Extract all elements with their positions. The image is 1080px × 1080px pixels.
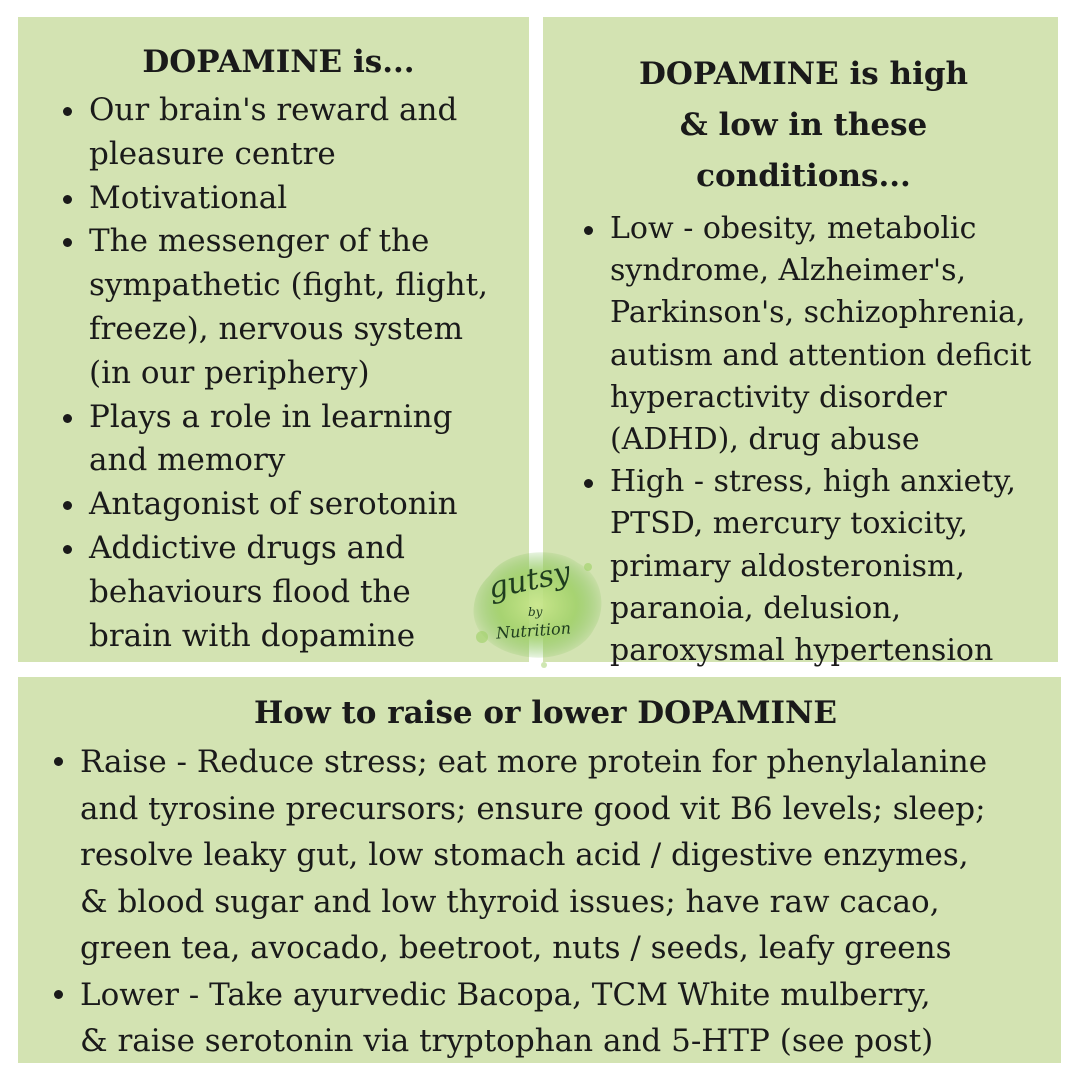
what-is-dopamine-item (89, 89, 521, 177)
raise-lower-item-line: Lower - Take ayurvedic Bacopa, TCM White mulberry, (80, 976, 931, 1013)
raise-lower-title: How to raise or lower DOPAMINE (254, 695, 837, 731)
what-is-dopamine-list (56, 89, 521, 658)
what-is-dopamine-item (89, 396, 521, 484)
what-is-dopamine-item-line: Our brain's reward and (89, 92, 458, 128)
what-is-dopamine-item-line: and memory (89, 442, 286, 479)
what-is-dopamine-item-line: sympathetic (fight, flight, (89, 267, 488, 304)
conditions-item-line: primary aldosteronism, (610, 548, 965, 584)
conditions-item-line: autism and attention deficit (610, 337, 1032, 373)
what-is-dopamine-item-line: Motivational (89, 179, 288, 216)
raise-lower-item-line: resolve leaky gut, low stomach acid / digestive enzymes, (80, 837, 969, 873)
what-is-dopamine-item-line: (in our periphery) (89, 354, 370, 391)
conditions-title-line: DOPAMINE is high (638, 56, 969, 92)
raise-lower-item-line: and tyrosine precursors; ensure good vit B6 levels; sleep; (80, 790, 986, 827)
conditions-item-line: hyperactivity disorder (610, 379, 947, 415)
raise-lower-item-line: & raise serotonin via tryptophan and 5-HTP (see post) (80, 1023, 934, 1059)
conditions-item-line: paroxysmal hypertension (610, 633, 994, 669)
what-is-dopamine-item (89, 220, 521, 395)
what-is-dopamine-item-line: The messenger of the (89, 223, 430, 260)
raise-lower-item (80, 972, 1055, 1065)
conditions-title-line: & low in these (679, 107, 928, 143)
raise-lower-panel (18, 677, 1061, 1063)
conditions-item-line: PTSD, mercury toxicity, (610, 506, 968, 542)
conditions-item (610, 208, 1050, 461)
raise-lower-item-line: & blood sugar and low thyroid issues; have raw cacao, (80, 883, 940, 920)
what-is-dopamine-item (89, 527, 521, 658)
logo-word-by: by (528, 605, 543, 619)
raise-lower-list (46, 739, 1055, 1065)
what-is-dopamine-item (89, 483, 521, 527)
what-is-dopamine-title: DOPAMINE is... (142, 44, 415, 80)
conditions-list (577, 208, 1050, 672)
what-is-dopamine-item-line: Plays a role in learning (89, 398, 453, 435)
what-is-dopamine-item-line: freeze), nervous system (89, 310, 464, 347)
conditions-item-line: syndrome, Alzheimer's, (610, 253, 967, 289)
what-is-dopamine-item (89, 177, 521, 221)
what-is-dopamine-item-line: Antagonist of serotonin (89, 486, 458, 523)
conditions-item-line: Low - obesity, metabolic (610, 211, 977, 246)
raise-lower-item-line: Raise - Reduce stress; eat more protein for phenylalanine (80, 744, 988, 780)
conditions-item-line: High - stress, high anxiety, (610, 464, 1016, 500)
logo-word-nutrition: Nutrition (495, 618, 572, 643)
what-is-dopamine-panel (18, 17, 529, 662)
raise-lower-item (80, 739, 1055, 972)
conditions-panel (543, 17, 1058, 669)
what-is-dopamine-item-line: brain with dopamine (89, 617, 416, 654)
conditions-title-line: conditions... (696, 158, 911, 194)
conditions-item-line: Parkinson's, schizophrenia, (610, 295, 1026, 331)
conditions-item-line: paranoia, delusion, (610, 590, 902, 626)
conditions-item-line: (ADHD), drug abuse (610, 422, 920, 458)
what-is-dopamine-item-line: Addictive drugs and (89, 529, 405, 566)
what-is-dopamine-item-line: pleasure centre (89, 135, 336, 172)
conditions-title (557, 49, 1050, 202)
logo-word-gutsy: gutsy (485, 554, 574, 607)
what-is-dopamine-item-line: behaviours flood the (89, 573, 411, 610)
conditions-item (610, 461, 1050, 672)
raise-lower-item-line: green tea, avocado, beetroot, nuts / seeds, leafy greens (80, 930, 952, 966)
gutsy-by-nutrition-logo (460, 545, 610, 675)
